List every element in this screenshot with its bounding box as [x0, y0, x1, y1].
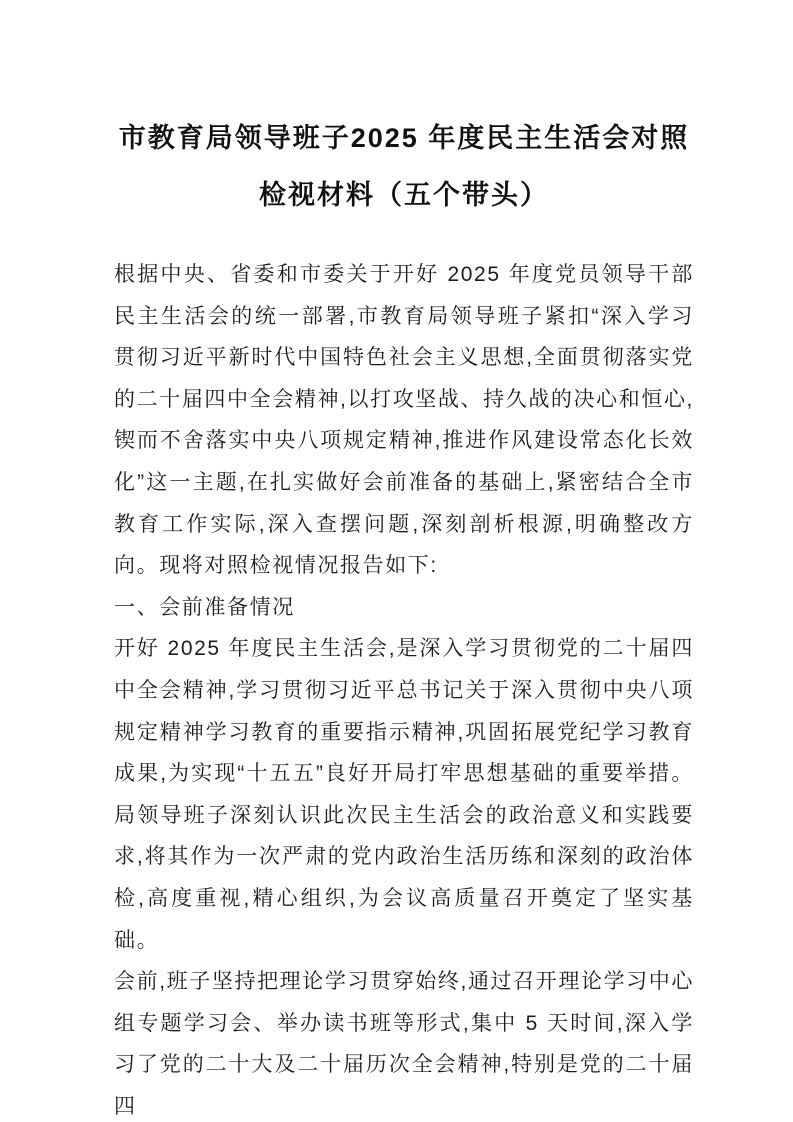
paragraph-pre-meeting-study: 会前,班子坚持把理论学习贯穿始终,通过召开理论学习中心组专题学习会、举办读书班等形式,集中 5 天时间,深入学习了党的二十大及二十届历次全会精神,特别是党的二十届四 — [114, 970, 694, 1118]
section-heading-pre-meeting-preparation: 一、会前准备情况 — [114, 595, 295, 619]
paragraph-meeting-significance: 开好 2025 年度民主生活会,是深入学习贯彻党的二十届四中全会精神,学习贯彻习近平总书记关于深入贯彻中央八项规定精神学习教育的重要指示精神,巩固拓展党纪学习教育成果,为实现“十五五”良好开局打牢思想基础的重要举措。局领导班子深刻认识此次民主生活会的政治意义和实践要求,将其作为一次严肃的党内政治生活历练和深刻的政治体检,高度重视,精心组织,为会议高质量召开奠定了坚实基础。 — [114, 637, 694, 952]
document-title: 市教育局领导班子2025 年度民主生活会对照检视材料（五个带头） — [118, 123, 690, 210]
document-body — [114, 254, 694, 1122]
paragraph-intro: 根据中央、省委和市委关于开好 2025 年度党员领导干部民主生活会的统一部署,市教育局领导班子紧扣“深入学习贯彻习近平新时代中国特色社会主义思想,全面贯彻落实党的二十届四中全会精神,以打攻坚战、持久战的决心和恒心,锲而不舍落实中央八项规定精神,推进作风建设常态化长效化”这一主题,在扎实做好会前准备的基础上,紧密结合全市教育工作实际,深入查摆问题,深刻剖析根源,明确整改方向。现将对照检视情况报告如下: — [114, 263, 694, 578]
